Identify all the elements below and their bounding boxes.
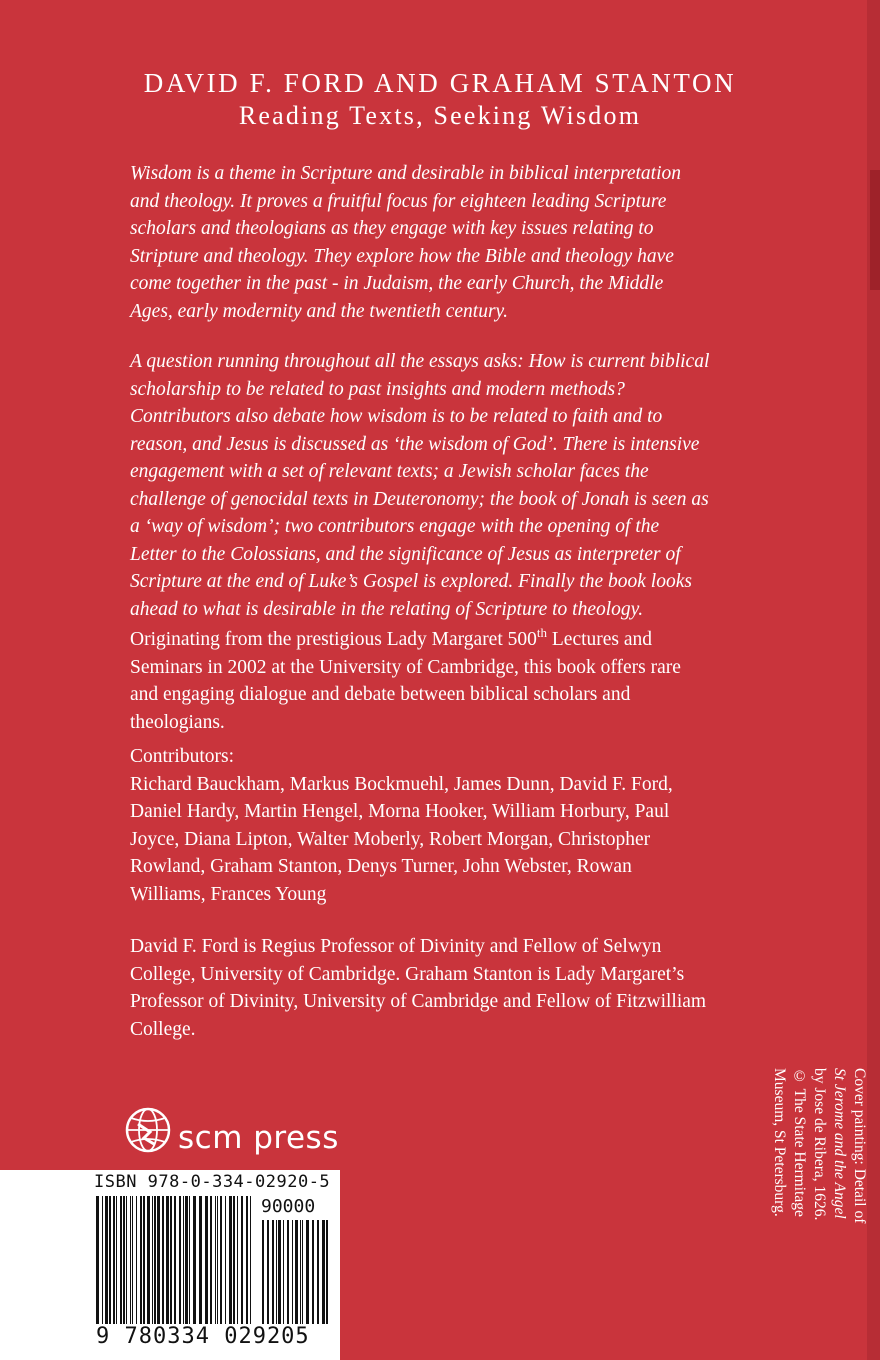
barcode-bar (120, 1196, 122, 1324)
barcode-bar (217, 1196, 218, 1324)
barcode-bar (179, 1196, 181, 1324)
barcode-bar (215, 1196, 216, 1324)
credit-suffix: by Jose de Ribera, 1626. © The State Hermitage Museum, St Petersburg. (771, 1068, 828, 1221)
barcode-bar (322, 1220, 325, 1324)
globe-icon (124, 1104, 174, 1160)
barcode-bar (306, 1220, 309, 1324)
barcode-bar (326, 1220, 328, 1324)
barcode-bar (210, 1196, 212, 1324)
barcode-bar (229, 1196, 232, 1324)
barcode-bars (96, 1196, 256, 1324)
barcode-bar (96, 1196, 99, 1324)
barcode-bar (283, 1220, 284, 1324)
barcode-bar (225, 1196, 226, 1324)
barcode-bar (250, 1196, 251, 1324)
barcode-bar (143, 1196, 145, 1324)
barcode-bar (130, 1196, 131, 1324)
barcode-bar (147, 1196, 150, 1324)
barcode-bar (189, 1196, 190, 1324)
credit-prefix: Cover painting: Detail of (851, 1068, 868, 1224)
barcode-bar (185, 1196, 188, 1324)
ean-number: 9 780334 029205 (96, 1324, 310, 1349)
author-names: DAVID F. FORD AND GRAHAM STANTON (143, 68, 737, 98)
barcode-bar (183, 1196, 184, 1324)
contributors-section (130, 743, 710, 908)
price-code: 90000 (261, 1196, 316, 1217)
barcode-bar (162, 1196, 164, 1324)
barcode-bar (126, 1196, 127, 1324)
barcode-bar (237, 1196, 238, 1324)
contributors-list: Richard Bauckham, Markus Bockmuehl, James Dunn, David F. Ford, Daniel Hardy, Martin Hengel, Morna Hooker, William Horbury, Paul Joyce, Diana Lipton, Walter Moberly, Robert Morgan, Christopher Rowland, Graham Stanton, Denys Turner, John Webster, Rowan Williams, Frances Young (130, 773, 673, 905)
barcode-bar (132, 1196, 133, 1324)
barcode-bar (199, 1196, 202, 1324)
spine-notch (870, 170, 880, 290)
barcode-bar (105, 1196, 108, 1324)
barcode-bar (220, 1196, 222, 1324)
barcode-bar (193, 1196, 196, 1324)
barcode-bar (152, 1196, 153, 1324)
barcode-bar (262, 1220, 264, 1324)
ordinal-suffix: th (536, 624, 548, 640)
barcode-bar (295, 1220, 298, 1324)
publisher-name: scm press (178, 1120, 339, 1156)
barcode-bar (154, 1196, 156, 1324)
barcode-bar (300, 1220, 301, 1324)
barcode-bar (157, 1196, 160, 1324)
barcode-bar (170, 1196, 172, 1324)
barcode-bar (267, 1220, 269, 1324)
barcode-bar (272, 1220, 274, 1324)
blurb-paragraph-1: Wisdom is a theme in Scripture and desirable in biblical interpretation and theology. It proves a fruitful focus for eighteen leading Scripture scholars and theologians as they engage with key issues relating to Stripture and theology. They explore how the Bible and theology have come together in the past - in Judaism, the early Church, the Middle Ages, early modernity and the twentieth century. (130, 163, 682, 322)
contributors-heading: Contributors: (130, 746, 235, 767)
blurb-paragraph-3 (130, 626, 710, 736)
barcode-bar (276, 1220, 277, 1324)
barcode-bar (312, 1220, 314, 1324)
barcode-bar (292, 1220, 293, 1324)
cover-header (0, 66, 880, 132)
credit-work: St Jerome and the Angel (831, 1068, 848, 1219)
blurb-p3-end: Lectures and Seminars in 2002 at the University of Cambridge, this book offers rare and engaging dialogue and debate between biblical scholars and theologians. (130, 629, 681, 733)
barcode-bar (233, 1196, 235, 1324)
barcode-bar (174, 1196, 176, 1324)
barcode-bar (140, 1196, 142, 1324)
barcode-bar (241, 1196, 243, 1324)
barcode-bar (136, 1196, 137, 1324)
barcode-bar (302, 1220, 303, 1324)
book-title: Reading Texts, Seeking Wisdom (238, 101, 642, 130)
barcode-bar (102, 1196, 103, 1324)
cover-credit-text (724, 1068, 869, 1228)
barcode-bar (246, 1196, 248, 1324)
barcode-bar (278, 1220, 281, 1324)
isbn-text: ISBN 978-0-334-02920-5 (94, 1172, 331, 1192)
barcode-bar (287, 1220, 289, 1324)
barcode-bar (166, 1196, 169, 1324)
publisher-logo (124, 1104, 364, 1174)
barcode-bar (109, 1196, 111, 1324)
about-authors: David F. Ford is Regius Professor of Divinity and Fellow of Selwyn College, University of Cambridge. Graham Stanton is Lady Margaret’s Professor of Divinity, University of Cambridge and Fellow of Fitzwilliam College. (130, 936, 707, 1040)
barcode-bar (116, 1196, 117, 1324)
price-barcode-bars (262, 1220, 330, 1324)
blurb-p3-start: Originating from the prestigious Lady Margaret 500 (130, 629, 537, 650)
barcode-bar (113, 1196, 115, 1324)
blurb-paragraph-2: A question running throughout all the essays asks: How is current biblical scholarship to be related to past insights and modern methods? Contributors also debate how wisdom is to be related to faith and to reason, and Jesus is discussed as ‘the wisdom of God’. There is intensive engagement with a set of relevant texts; a Jewish scholar faces the challenge of genocidal texts in Deuteronomy; the book of Jonah is seen as a ‘way of wisdom’; two contributors engage with the opening of the Letter to the Colossians, and the significance of Jesus as interpreter of Scripture at the end of Luke’s Gospel is explored. Finally the book looks ahead to what is desirable in the relating of Scripture to theology. (130, 351, 710, 620)
cover-credit (724, 1068, 869, 1228)
barcode-bar (205, 1196, 208, 1324)
barcode-bar (123, 1196, 125, 1324)
barcode-bar (317, 1220, 319, 1324)
